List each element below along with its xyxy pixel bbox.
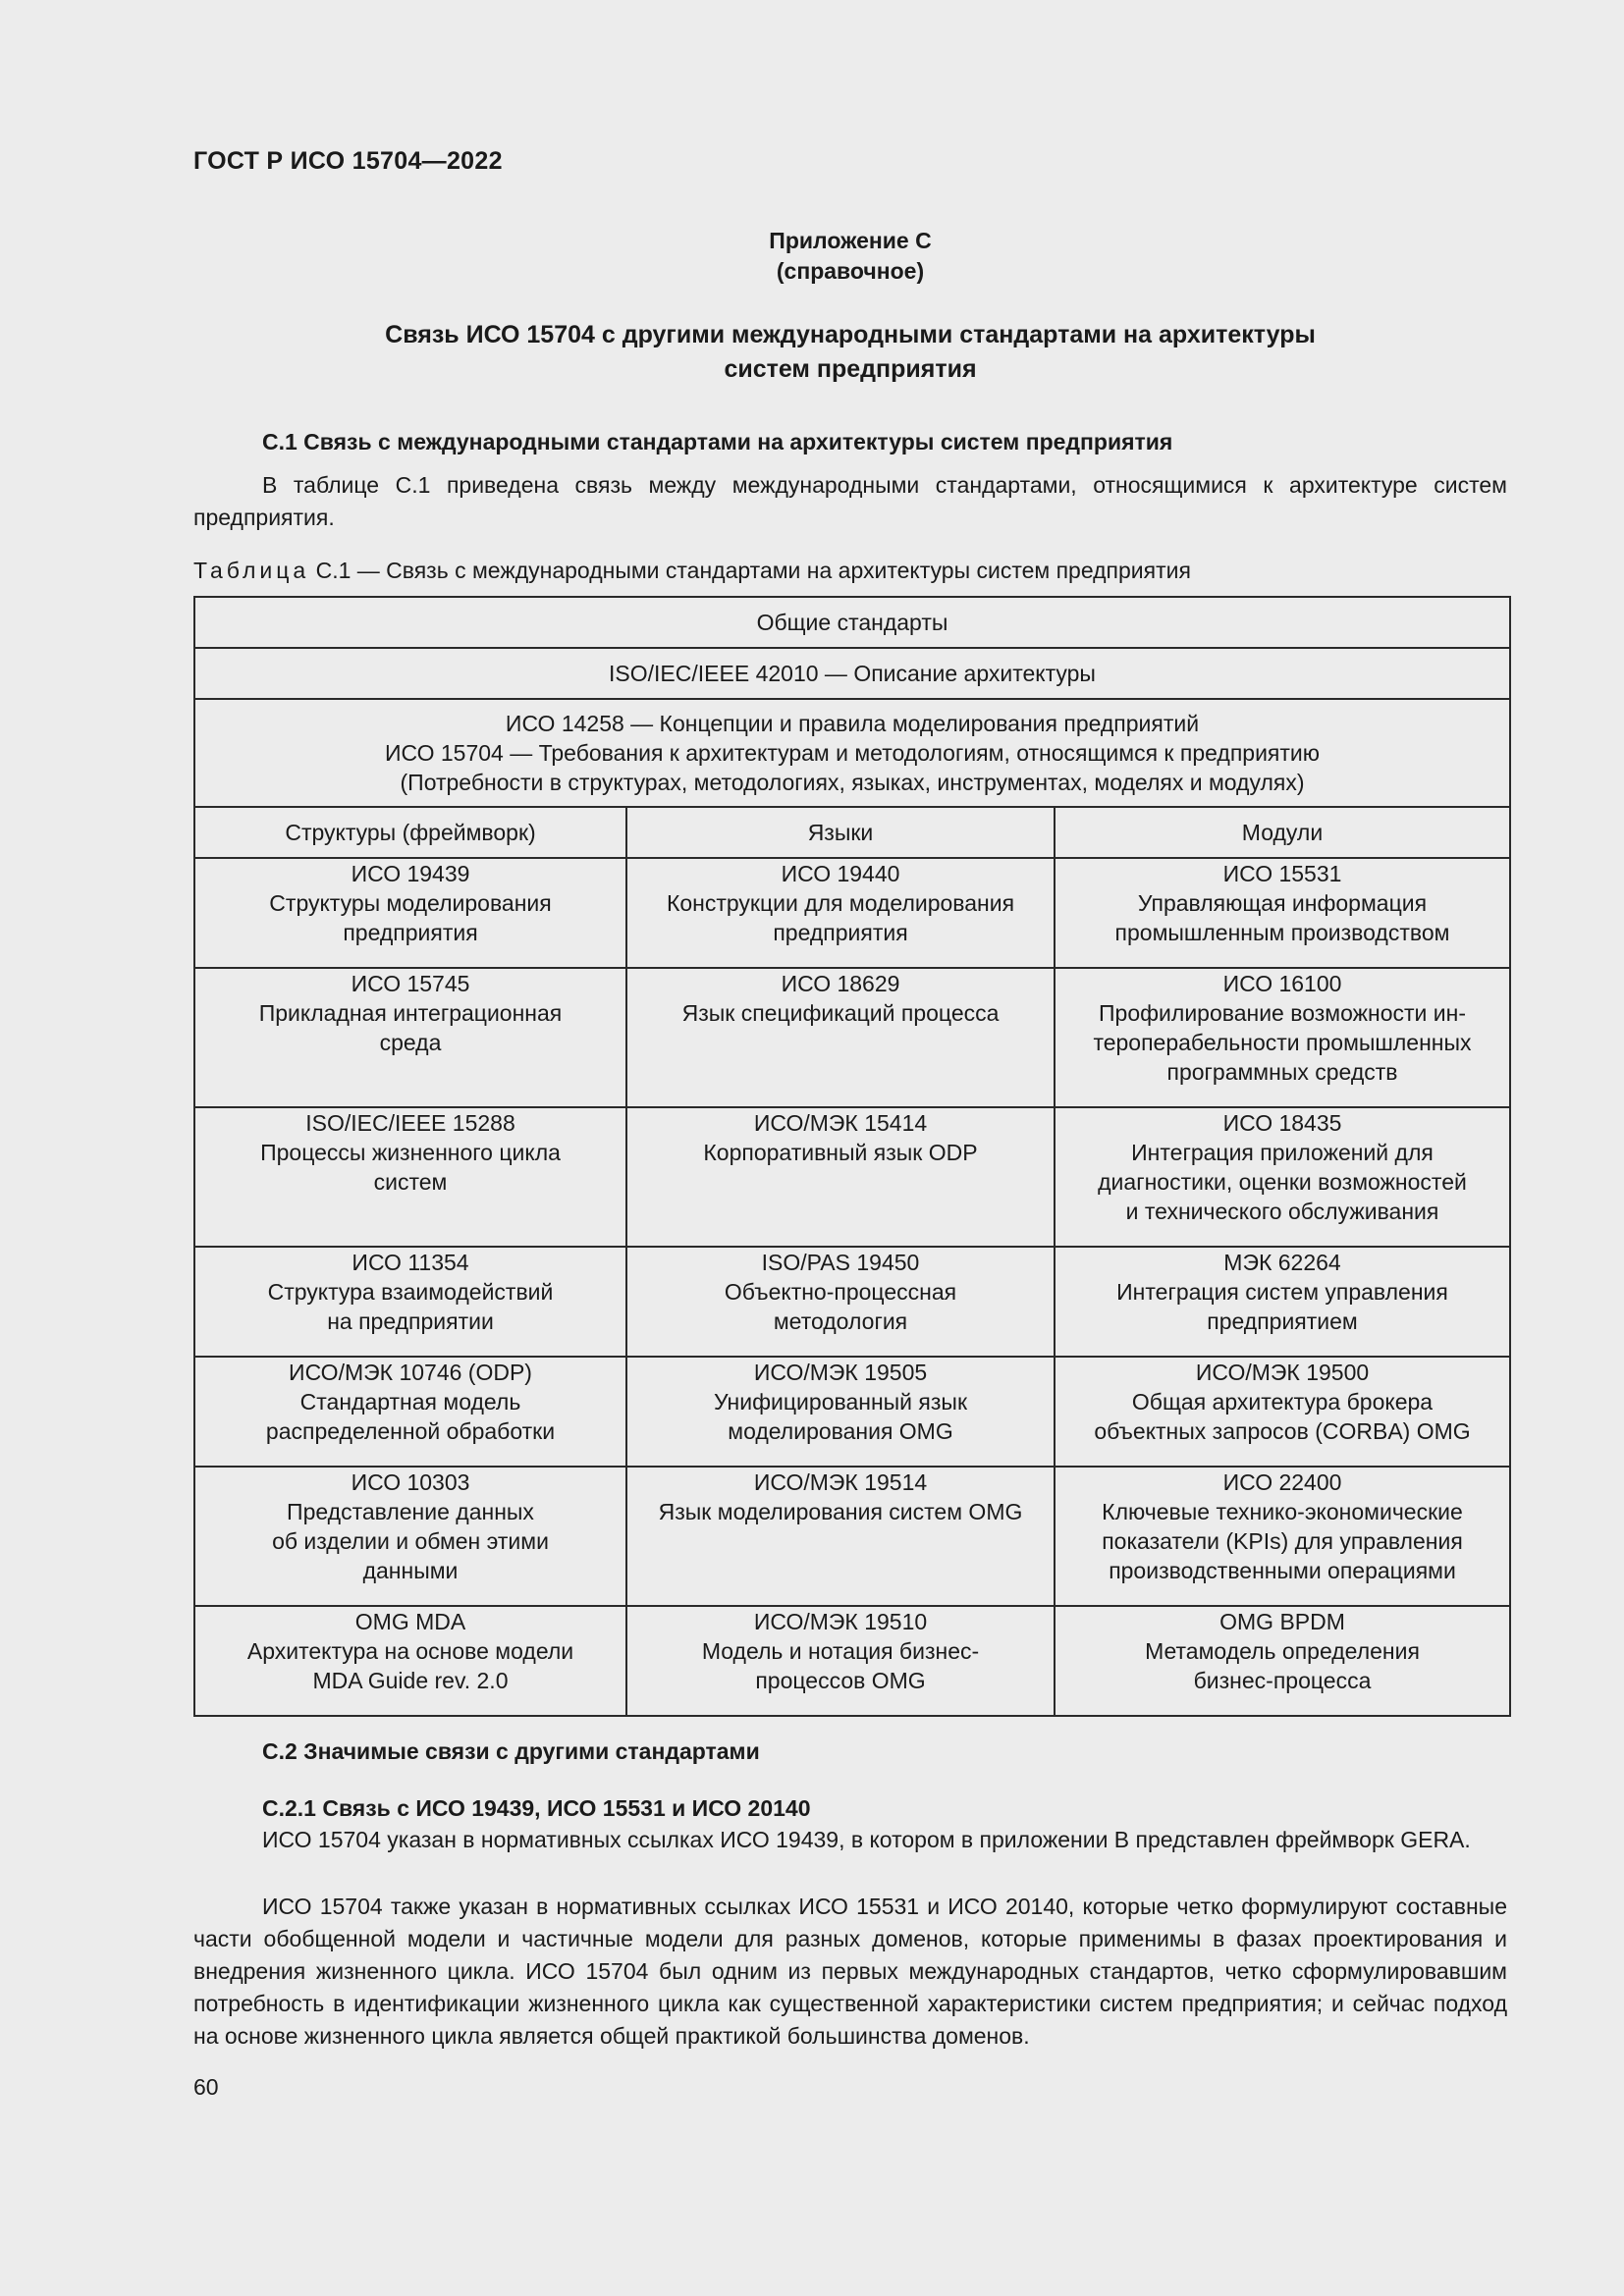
table-row [194, 1467, 1510, 1606]
table-cell-module [1055, 1606, 1510, 1716]
table-cell-framework [194, 858, 626, 968]
standard-title-line: Интеграция приложений для [1131, 1140, 1434, 1165]
column-header-languages: Языки [626, 807, 1055, 858]
table-cell-framework [194, 1107, 626, 1247]
standard-title-line: диагностики, оценки возможностей [1098, 1169, 1467, 1195]
general-standards-cell [194, 699, 1510, 807]
standard-code: ИСО 18629 [781, 971, 900, 996]
standard-code: ИСО 19439 [351, 861, 470, 886]
standard-title-line: Архитектура на основе модели [246, 1638, 574, 1664]
table-cell-language [626, 1606, 1055, 1716]
standard-title-line: бизнес-процесса [1193, 1668, 1372, 1693]
standard-title-line: Стандартная модель [299, 1389, 521, 1415]
standard-title-line: среда [379, 1030, 442, 1055]
standard-code: ИСО/МЭК 10746 (ODP) [289, 1360, 532, 1385]
table-caption-prefix: Таблица [193, 558, 310, 583]
architecture-description-row: ISO/IEC/IEEE 42010 — Описание архитектуры [194, 648, 1510, 699]
standard-title-line: промышленным производством [1114, 920, 1450, 945]
standard-code: OMG MDA [354, 1609, 466, 1634]
table-caption [193, 555, 1507, 587]
table-cell-framework [194, 1247, 626, 1357]
standard-title-line: систем [373, 1169, 448, 1195]
standard-title-line: Процессы жизненного цикла [260, 1140, 561, 1165]
standard-code: ИСО/МЭК 19514 [753, 1469, 928, 1495]
standard-code: ИСО 15745 [351, 971, 470, 996]
general-line: (Потребности в структурах, методологиях, языках, инструментах, моделях и модулях) [400, 770, 1305, 795]
standards-table [193, 596, 1511, 1717]
standard-title-line: Модель и нотация бизнес- [701, 1638, 980, 1664]
section-c21-heading: С.2.1 Связь с ИСО 19439, ИСО 15531 и ИСО 20140 [262, 1795, 811, 1821]
appendix-kind: (справочное) [776, 258, 925, 284]
table-cell-framework [194, 1357, 626, 1467]
standard-title-line: программных средств [1166, 1059, 1398, 1085]
standard-title-line: предприятием [1207, 1308, 1358, 1334]
standard-title-line: Ключевые технико-экономические [1102, 1499, 1463, 1524]
table-cell-module [1055, 858, 1510, 968]
table-cell-language [626, 968, 1055, 1107]
standard-title-line: предприятия [343, 920, 478, 945]
table-cell-language [626, 1247, 1055, 1357]
standard-title-line: Представление данных [287, 1499, 534, 1524]
standard-title-line: Унифицированный язык [713, 1389, 968, 1415]
standard-title-line: производственными операциями [1109, 1558, 1456, 1583]
standard-code: ИСО/МЭК 19505 [753, 1360, 928, 1385]
standard-title-line: методология [773, 1308, 908, 1334]
standard-title-line: Интеграция систем управления [1116, 1279, 1448, 1305]
table-cell-module [1055, 968, 1510, 1107]
standard-code: ИСО 11354 [352, 1250, 469, 1275]
column-header-modules: Модули [1055, 807, 1510, 858]
standard-title-line: Метамодель определения [1145, 1638, 1420, 1664]
table-row [194, 1107, 1510, 1247]
standard-code: ИСО 15531 [1222, 861, 1342, 886]
standard-title-line: показатели (KPIs) для управления [1102, 1528, 1463, 1554]
table-row [194, 1357, 1510, 1467]
standard-title-line: процессов OMG [755, 1668, 926, 1693]
standard-title-line: моделирования OMG [728, 1418, 953, 1444]
appendix-heading [193, 226, 1507, 287]
section-c1-paragraph: В таблице С.1 приведена связь между международными стандартами, относящимися к архитектуре систем предприятия. [193, 472, 1507, 530]
standard-title-line: MDA Guide rev. 2.0 [312, 1668, 509, 1693]
table-row [194, 968, 1510, 1107]
table-cell-language [626, 1107, 1055, 1247]
column-header-frameworks: Структуры (фреймворк) [194, 807, 626, 858]
appendix-title-line-1: Связь ИСО 15704 с другими международными стандартами на архитектуры [385, 321, 1316, 348]
standard-title-line: Управляющая информация [1137, 890, 1428, 916]
standard-title-line: Общая архитектура брокера [1131, 1389, 1434, 1415]
table-caption-text: С.1 — Связь с международными стандартами на архитектуры систем предприятия [309, 558, 1191, 583]
standard-code: ИСО 22400 [1222, 1469, 1342, 1495]
standard-title-line: и технического обслуживания [1125, 1199, 1439, 1224]
standard-code: ИСО 18435 [1222, 1110, 1342, 1136]
standard-title-line: Структуры моделирования [269, 890, 552, 916]
table-cell-module [1055, 1107, 1510, 1247]
appendix-title [193, 318, 1507, 387]
standard-code: ISO/IEC/IEEE 15288 [305, 1110, 515, 1136]
section-c21-paragraph-2: ИСО 15704 также указан в нормативных ссылках ИСО 15531 и ИСО 20140, которые четко формулируют составные части обобщенной модели и частичные модели для разных доменов, которые применимы в фазах проектирования и внедрения жизненного цикла. ИСО 15704 был одним из первых международных стандартов, четко сформулировавшим потребность в идентификации жизненного цикла как существенной характеристики систем предприятия; и сейчас подход на основе жизненного цикла является общей практикой большинства доменов. [193, 1894, 1507, 2049]
general-standards-header: Общие стандарты [194, 597, 1510, 648]
table-cell-framework [194, 1467, 626, 1606]
standards-table-body [194, 858, 1510, 1716]
standard-code: ИСО/МЭК 15414 [753, 1110, 928, 1136]
standard-code: МЭК 62264 [1223, 1250, 1341, 1275]
standard-title-line: предприятия [773, 920, 908, 945]
table-cell-language [626, 1467, 1055, 1606]
table-cell-module [1055, 1467, 1510, 1606]
standard-title-line: данными [362, 1558, 459, 1583]
section-c2-heading: С.2 Значимые связи с другими стандартами [262, 1738, 760, 1764]
standard-title-line: Профилирование возможности ин- [1099, 1000, 1466, 1026]
table-cell-language [626, 858, 1055, 968]
standard-code: ИСО 10303 [351, 1469, 470, 1495]
standard-title-line: об изделии и обмен этими [272, 1528, 549, 1554]
table-row [194, 1247, 1510, 1357]
standard-title-line: Прикладная интеграционная [258, 1000, 563, 1026]
standard-code: ИСО 16100 [1222, 971, 1342, 996]
standard-code: ИСО/МЭК 19510 [753, 1609, 928, 1634]
standard-title-line: Объектно-процессная [724, 1279, 957, 1305]
table-cell-module [1055, 1357, 1510, 1467]
table-cell-module [1055, 1247, 1510, 1357]
standard-code: ИСО/МЭК 19500 [1195, 1360, 1370, 1385]
standard-title-line: объектных запросов (CORBA) OMG [1094, 1418, 1471, 1444]
standard-code: ИСО 19440 [781, 861, 900, 886]
document-code: ГОСТ Р ИСО 15704—2022 [193, 147, 503, 175]
standard-title-line: Корпоративный язык ODP [703, 1140, 978, 1165]
page-number: 60 [193, 2074, 219, 2100]
appendix-label: Приложение С [769, 228, 932, 253]
standard-title-line: Язык моделирования систем OMG [658, 1499, 1023, 1524]
standard-title-line: распределенной обработки [265, 1418, 556, 1444]
table-cell-framework [194, 1606, 626, 1716]
standard-code: OMG BPDM [1219, 1609, 1345, 1634]
table-cell-framework [194, 968, 626, 1107]
standard-title-line: Структура взаимодействий [267, 1279, 554, 1305]
table-row [194, 858, 1510, 968]
section-c21-paragraph-1: ИСО 15704 указан в нормативных ссылках ИСО 19439, в котором в приложении В представлен фреймворк GERA. [262, 1827, 1471, 1852]
table-cell-language [626, 1357, 1055, 1467]
standard-title-line: Конструкции для моделирования [666, 890, 1015, 916]
appendix-title-line-2: систем предприятия [724, 355, 977, 383]
general-line: ИСО 14258 — Концепции и правила моделирования предприятий [505, 711, 1200, 736]
standard-title-line: Язык спецификаций процесса [681, 1000, 1000, 1026]
general-line: ИСО 15704 — Требования к архитектурам и методологиям, относящимся к предприятию [384, 740, 1321, 766]
standard-title-line: на предприятии [327, 1308, 494, 1334]
standard-code: ISO/PAS 19450 [761, 1250, 920, 1275]
table-row [194, 1606, 1510, 1716]
section-c1-heading: С.1 Связь с международными стандартами на архитектуры систем предприятия [262, 429, 1173, 454]
standard-title-line: тероперабельности промышленных [1093, 1030, 1472, 1055]
